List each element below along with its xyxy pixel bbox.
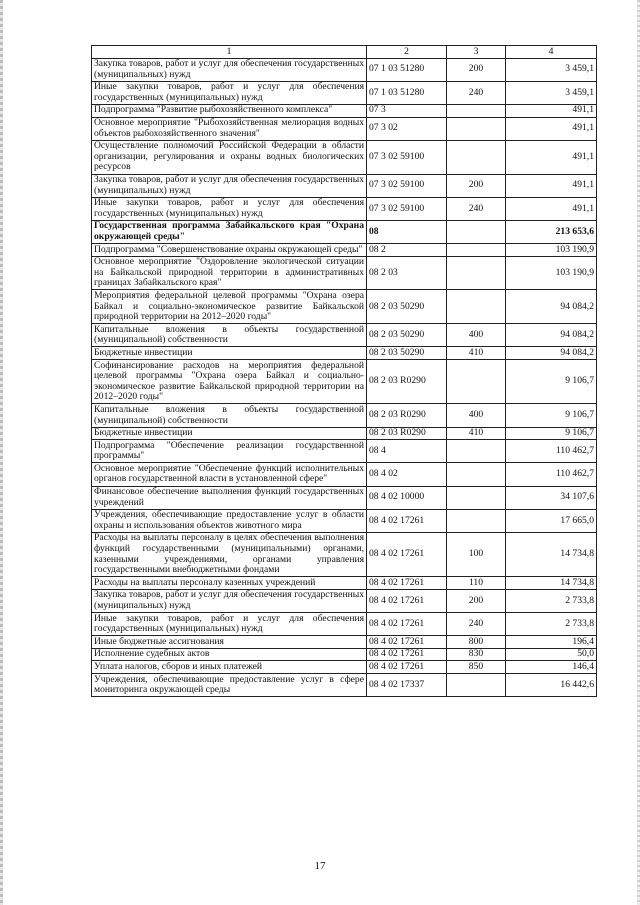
page-number: 17 bbox=[314, 860, 326, 872]
table-row bbox=[92, 648, 597, 661]
header-col-name: 1 bbox=[92, 46, 367, 59]
row-amount-cell: 14 734,8 bbox=[506, 577, 597, 590]
table-row bbox=[92, 674, 597, 697]
row-name-cell: Подпрограмма "Совершенствование охраны окружающей среды" bbox=[92, 244, 367, 257]
row-code-cell: 07 1 03 51280 bbox=[367, 58, 447, 81]
table-row bbox=[92, 117, 597, 140]
table-row bbox=[92, 256, 597, 290]
row-type-cell bbox=[447, 486, 506, 509]
row-code-cell: 08 4 bbox=[367, 440, 447, 463]
row-name-cell: Капитальные вложения в объекты государственной (муниципальной) собственности bbox=[92, 404, 367, 427]
row-amount-cell: 213 653,6 bbox=[506, 220, 597, 243]
row-type-cell bbox=[447, 117, 506, 140]
row-code-cell: 08 2 03 R0290 bbox=[367, 427, 447, 440]
row-amount-cell: 3 459,1 bbox=[506, 58, 597, 81]
table-header-row bbox=[92, 46, 597, 59]
row-code-cell: 08 2 03 bbox=[367, 256, 447, 290]
table-row bbox=[92, 104, 597, 117]
row-type-cell bbox=[447, 674, 506, 697]
row-type-cell bbox=[447, 463, 506, 486]
row-code-cell: 08 4 02 17261 bbox=[367, 613, 447, 636]
row-name-cell: Основное мероприятие "Рыбохозяйственная мелиорация водных объектов рыбохозяйственного значения" bbox=[92, 117, 367, 140]
row-code-cell: 08 4 02 17261 bbox=[367, 509, 447, 532]
row-amount-cell: 50,0 bbox=[506, 648, 597, 661]
row-type-cell: 400 bbox=[447, 324, 506, 347]
row-code-cell: 07 3 02 59100 bbox=[367, 140, 447, 174]
row-code-cell: 08 2 bbox=[367, 244, 447, 257]
row-amount-cell: 17 665,0 bbox=[506, 509, 597, 532]
row-amount-cell: 3 459,1 bbox=[506, 81, 597, 104]
row-type-cell: 200 bbox=[447, 174, 506, 197]
row-type-cell bbox=[447, 140, 506, 174]
row-code-cell: 07 3 02 bbox=[367, 117, 447, 140]
row-type-cell: 110 bbox=[447, 577, 506, 590]
table-row bbox=[92, 81, 597, 104]
row-amount-cell: 110 462,7 bbox=[506, 440, 597, 463]
row-name-cell: Расходы на выплаты персоналу казенных учреждений bbox=[92, 577, 367, 590]
table-row bbox=[92, 589, 597, 612]
row-type-cell: 240 bbox=[447, 197, 506, 220]
row-code-cell: 08 4 02 17261 bbox=[367, 661, 447, 674]
row-amount-cell: 491,1 bbox=[506, 117, 597, 140]
row-name-cell: Государственная программа Забайкальского края "Охрана окружающей среды" bbox=[92, 220, 367, 243]
row-code-cell: 08 4 02 bbox=[367, 463, 447, 486]
row-amount-cell: 491,1 bbox=[506, 140, 597, 174]
budget-table bbox=[91, 45, 597, 697]
row-type-cell: 100 bbox=[447, 532, 506, 576]
header-col-amount: 4 bbox=[506, 46, 597, 59]
table-row bbox=[92, 347, 597, 360]
table-row bbox=[92, 509, 597, 532]
table-row bbox=[92, 661, 597, 674]
row-name-cell: Подпрограмма "Обеспечение реализации государственной программы" bbox=[92, 440, 367, 463]
row-type-cell bbox=[447, 360, 506, 404]
row-name-cell: Иные бюджетные ассигнования bbox=[92, 636, 367, 649]
row-code-cell: 08 4 02 17261 bbox=[367, 577, 447, 590]
table-row bbox=[92, 427, 597, 440]
table-row bbox=[92, 613, 597, 636]
row-code-cell: 08 4 02 17337 bbox=[367, 674, 447, 697]
row-amount-cell: 491,1 bbox=[506, 174, 597, 197]
row-name-cell: Закупка товаров, работ и услуг для обеспечения государственных (муниципальных) нужд bbox=[92, 58, 367, 81]
row-code-cell: 08 bbox=[367, 220, 447, 243]
row-type-cell bbox=[447, 256, 506, 290]
row-amount-cell: 16 442,6 bbox=[506, 674, 597, 697]
row-type-cell bbox=[447, 244, 506, 257]
table-row bbox=[92, 532, 597, 576]
row-amount-cell: 110 462,7 bbox=[506, 463, 597, 486]
row-name-cell: Основное мероприятие "Оздоровление экологической ситуации на Байкальской природной территории в административных границах Забайкальского края" bbox=[92, 256, 367, 290]
row-code-cell: 08 2 03 50290 bbox=[367, 347, 447, 360]
row-name-cell: Подпрограмма "Развитие рыбохозяйственного комплекса" bbox=[92, 104, 367, 117]
table-row bbox=[92, 174, 597, 197]
row-code-cell: 07 3 bbox=[367, 104, 447, 117]
row-amount-cell: 14 734,8 bbox=[506, 532, 597, 576]
row-name-cell: Расходы на выплаты персоналу в целях обеспечения выполнения функций государственными (муниципальными) органами, казенными учреждениями, органами управления государственными внебюджетными фондами bbox=[92, 532, 367, 576]
table-row bbox=[92, 440, 597, 463]
table-row bbox=[92, 636, 597, 649]
row-code-cell: 07 3 02 59100 bbox=[367, 174, 447, 197]
row-amount-cell: 9 106,7 bbox=[506, 360, 597, 404]
row-code-cell: 07 3 02 59100 bbox=[367, 197, 447, 220]
row-type-cell: 400 bbox=[447, 404, 506, 427]
row-code-cell: 07 1 03 51280 bbox=[367, 81, 447, 104]
row-name-cell: Мероприятия федеральной целевой программы "Охрана озера Байкал и социально-экономическое развитие Байкальской природной территории на 2012–2020 годы" bbox=[92, 290, 367, 324]
row-amount-cell: 34 107,6 bbox=[506, 486, 597, 509]
row-name-cell: Закупка товаров, работ и услуг для обеспечения государственных (муниципальных) нужд bbox=[92, 174, 367, 197]
row-code-cell: 08 2 03 50290 bbox=[367, 290, 447, 324]
row-amount-cell: 103 190,9 bbox=[506, 244, 597, 257]
scan-edge-left bbox=[0, 0, 3, 905]
row-type-cell: 200 bbox=[447, 589, 506, 612]
row-amount-cell: 94 084,2 bbox=[506, 290, 597, 324]
row-amount-cell: 491,1 bbox=[506, 104, 597, 117]
row-name-cell: Осуществление полномочий Российской Федерации в области организации, регулирования и охраны водных биологических ресурсов bbox=[92, 140, 367, 174]
row-type-cell: 800 bbox=[447, 636, 506, 649]
row-type-cell: 410 bbox=[447, 427, 506, 440]
row-name-cell: Бюджетные инвестиции bbox=[92, 347, 367, 360]
table-row bbox=[92, 577, 597, 590]
table-row bbox=[92, 220, 597, 243]
table-row bbox=[92, 290, 597, 324]
row-amount-cell: 94 084,2 bbox=[506, 324, 597, 347]
table-row bbox=[92, 197, 597, 220]
row-name-cell: Закупка товаров, работ и услуг для обеспечения государственных (муниципальных) нужд bbox=[92, 589, 367, 612]
row-type-cell: 240 bbox=[447, 613, 506, 636]
row-name-cell: Капитальные вложения в объекты государственной (муниципальной) собственности bbox=[92, 324, 367, 347]
row-name-cell: Бюджетные инвестиции bbox=[92, 427, 367, 440]
row-code-cell: 08 4 02 17261 bbox=[367, 532, 447, 576]
row-code-cell: 08 2 03 R0290 bbox=[367, 360, 447, 404]
table-row bbox=[92, 324, 597, 347]
row-amount-cell: 2 733,8 bbox=[506, 613, 597, 636]
row-type-cell bbox=[447, 440, 506, 463]
row-type-cell bbox=[447, 220, 506, 243]
table-row bbox=[92, 486, 597, 509]
row-amount-cell: 491,1 bbox=[506, 197, 597, 220]
row-type-cell: 830 bbox=[447, 648, 506, 661]
row-type-cell: 410 bbox=[447, 347, 506, 360]
row-name-cell: Основное мероприятие "Обеспечение функций исполнительных органов государственной власти в установленной сфере" bbox=[92, 463, 367, 486]
table-row bbox=[92, 360, 597, 404]
table-body bbox=[92, 58, 597, 697]
row-amount-cell: 9 106,7 bbox=[506, 427, 597, 440]
row-name-cell: Софинансирование расходов на мероприятия федеральной целевой программы "Охрана озера Байкал и социально-экономическое развитие Байкальской природной территории на 2012–2020 годы" bbox=[92, 360, 367, 404]
row-amount-cell: 9 106,7 bbox=[506, 404, 597, 427]
row-name-cell: Учреждения, обеспечивающие предоставление услуг в сфере мониторинга окружающей среды bbox=[92, 674, 367, 697]
row-amount-cell: 103 190,9 bbox=[506, 256, 597, 290]
row-type-cell bbox=[447, 509, 506, 532]
row-name-cell: Иные закупки товаров, работ и услуг для обеспечения государственных (муниципальных) нужд bbox=[92, 613, 367, 636]
row-type-cell bbox=[447, 290, 506, 324]
row-code-cell: 08 4 02 17261 bbox=[367, 636, 447, 649]
row-code-cell: 08 2 03 R0290 bbox=[367, 404, 447, 427]
row-name-cell: Учреждения, обеспечивающие предоставление услуг в области охраны и использования объектов животного мира bbox=[92, 509, 367, 532]
row-amount-cell: 146,4 bbox=[506, 661, 597, 674]
header-col-code: 2 bbox=[367, 46, 447, 59]
row-type-cell: 200 bbox=[447, 58, 506, 81]
row-name-cell: Иные закупки товаров, работ и услуг для обеспечения государственных (муниципальных) нужд bbox=[92, 197, 367, 220]
table-row bbox=[92, 58, 597, 81]
row-code-cell: 08 4 02 10000 bbox=[367, 486, 447, 509]
header-col-type: 3 bbox=[447, 46, 506, 59]
row-name-cell: Финансовое обеспечение выполнения функций государственных учреждений bbox=[92, 486, 367, 509]
table-row bbox=[92, 244, 597, 257]
row-amount-cell: 94 084,2 bbox=[506, 347, 597, 360]
row-code-cell: 08 4 02 17261 bbox=[367, 648, 447, 661]
row-code-cell: 08 2 03 50290 bbox=[367, 324, 447, 347]
table-row bbox=[92, 463, 597, 486]
row-type-cell: 850 bbox=[447, 661, 506, 674]
table-row bbox=[92, 140, 597, 174]
row-type-cell: 240 bbox=[447, 81, 506, 104]
row-name-cell: Иные закупки товаров, работ и услуг для обеспечения государственных (муниципальных) нужд bbox=[92, 81, 367, 104]
row-amount-cell: 2 733,8 bbox=[506, 589, 597, 612]
table-row bbox=[92, 404, 597, 427]
row-amount-cell: 196,4 bbox=[506, 636, 597, 649]
row-code-cell: 08 4 02 17261 bbox=[367, 589, 447, 612]
row-type-cell bbox=[447, 104, 506, 117]
row-name-cell: Уплата налогов, сборов и иных платежей bbox=[92, 661, 367, 674]
row-name-cell: Исполнение судебных актов bbox=[92, 648, 367, 661]
